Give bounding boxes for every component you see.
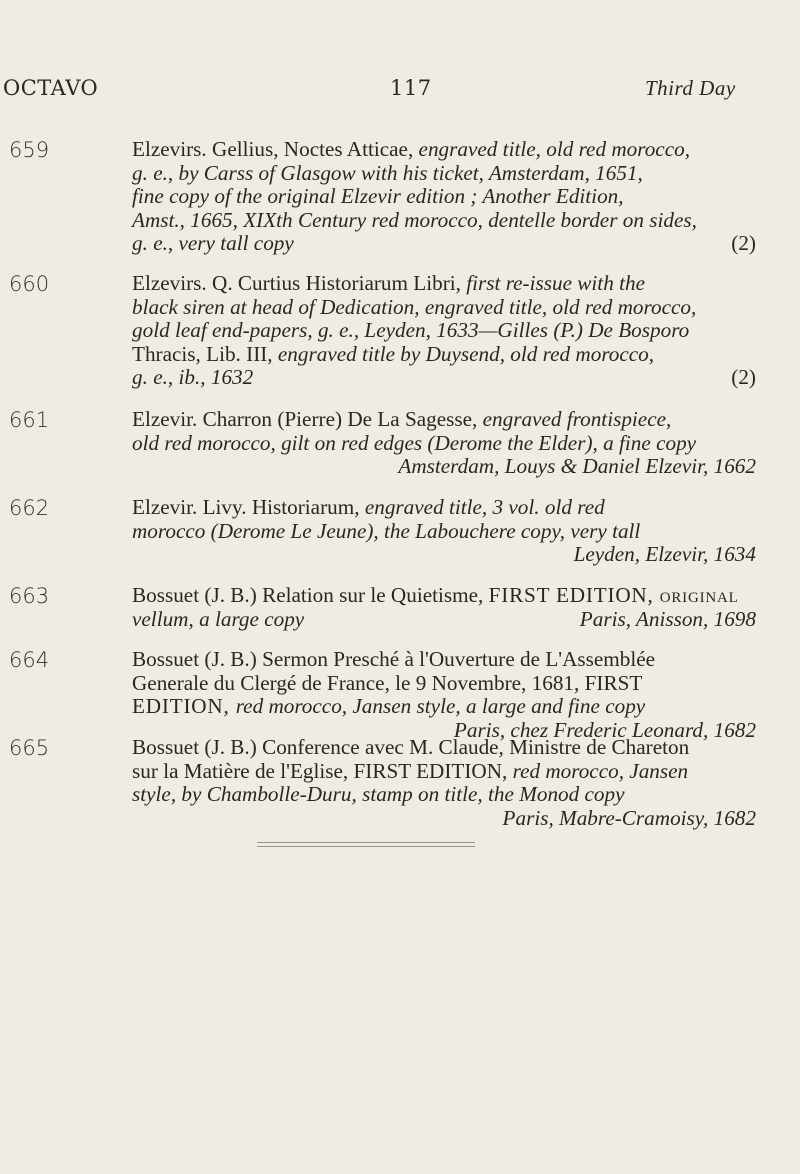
lot-description xyxy=(132,648,792,742)
lot-text: Elzevirs. Q. Curtius Historiarum Libri, xyxy=(132,271,467,295)
lot-text: Elzevir. Livy. Historiarum, xyxy=(132,495,365,519)
lot-text-italic: red morocco, Jansen style, a large and fine copy xyxy=(235,694,646,718)
lot-description xyxy=(132,584,792,631)
lot-text-italic: vellum, a large copy xyxy=(132,606,305,631)
lot-text-italic: g. e., very tall copy xyxy=(132,231,294,255)
page-header xyxy=(0,76,800,116)
lot-imprint: Paris, Anisson, 1698 xyxy=(579,606,756,631)
lot-text: Elzevirs. Gellius, Noctes Atticae, xyxy=(132,137,419,161)
lot-number: 664 xyxy=(9,648,50,672)
lot-count: (2) xyxy=(731,231,756,255)
lot-description xyxy=(132,272,792,390)
lot-count: (2) xyxy=(731,365,756,389)
lot-number: 661 xyxy=(9,408,50,432)
lot-text: Bossuet (J. B.) Conference avec M. Claude, Ministre de Chareton xyxy=(132,735,690,759)
lot-number: 663 xyxy=(9,584,50,608)
lot-text-smallcaps: FIRST EDITION, original xyxy=(488,583,739,607)
lot-text-italic: morocco (Derome Le Jeune), the Labouchere copy, very tall xyxy=(132,518,641,543)
lot-text-italic: first re-issue with the xyxy=(466,271,645,295)
lot-description xyxy=(132,496,792,567)
lot-text-italic: g. e., by Carss of Glasgow with his ticket, Amsterdam, 1651, xyxy=(132,160,643,185)
lot-imprint: Paris, chez Frederic Leonard, 1682 xyxy=(453,717,756,742)
lot-imprint: Amsterdam, Louys & Daniel Elzevir, 1662 xyxy=(398,454,756,478)
lot-number: 662 xyxy=(9,496,50,520)
lot-text-italic: gold leaf end-papers, g. e., Leyden, 1633—Gilles (P.) De Bosporo xyxy=(132,318,690,342)
lot-text: sur la Matière de l'Eglise, FIRST EDITION, xyxy=(132,758,513,783)
lot-number: 660 xyxy=(9,272,50,296)
lot-text-italic: engraved frontispiece, xyxy=(482,407,672,431)
lot-text-smallcaps: EDITION, xyxy=(132,694,236,718)
lot-description xyxy=(132,736,792,830)
lot-text-italic: Amst., 1665, XIXth Century red morocco, dentelle border on sides, xyxy=(132,207,697,232)
lot-imprint: Leyden, Elzevir, 1634 xyxy=(573,542,756,566)
page-number: 117 xyxy=(390,76,432,100)
lot-text-italic: engraved title, old red morocco, xyxy=(418,137,690,161)
lot-text-italic: old red morocco, gilt on red edges (Derome the Elder), a fine copy xyxy=(132,430,697,455)
lot-text-italic: fine copy of the original Elzevir edition ; Another Edition, xyxy=(132,184,624,208)
lot-text-italic: black siren at head of Dedication, engraved title, old red morocco, xyxy=(132,294,697,319)
lot-number: 659 xyxy=(9,138,50,162)
section-divider xyxy=(257,842,475,847)
lot-text-italic: red morocco, Jansen xyxy=(512,758,689,783)
lot-text: Generale du Clergé de France, le 9 Novembre, 1681, FIRST xyxy=(132,670,643,695)
header-format: OCTAVO xyxy=(3,76,99,100)
lot-text-italic: engraved title by Duysend, old red morocco, xyxy=(277,341,655,366)
lot-text: Bossuet (J. B.) Relation sur le Quietisme, xyxy=(132,583,489,607)
lot-text-italic: style, by Chambolle-Duru, stamp on title, the Monod copy xyxy=(132,782,625,806)
lot-text: Thracis, Lib. III, xyxy=(132,341,278,366)
lot-number: 665 xyxy=(9,736,50,760)
lot-imprint: Paris, Mabre-Cramoisy, 1682 xyxy=(502,805,756,830)
lot-text-italic: g. e., ib., 1632 xyxy=(132,365,254,389)
lot-text: Bossuet (J. B.) Sermon Presché à l'Ouverture de L'Assemblée xyxy=(132,647,656,671)
lot-text-italic: engraved title, 3 vol. old red xyxy=(364,495,605,519)
lot-description xyxy=(132,138,792,256)
lot-description xyxy=(132,408,792,479)
lot-text: Elzevir. Charron (Pierre) De La Sagesse, xyxy=(132,407,483,431)
header-day: Third Day xyxy=(645,76,736,100)
